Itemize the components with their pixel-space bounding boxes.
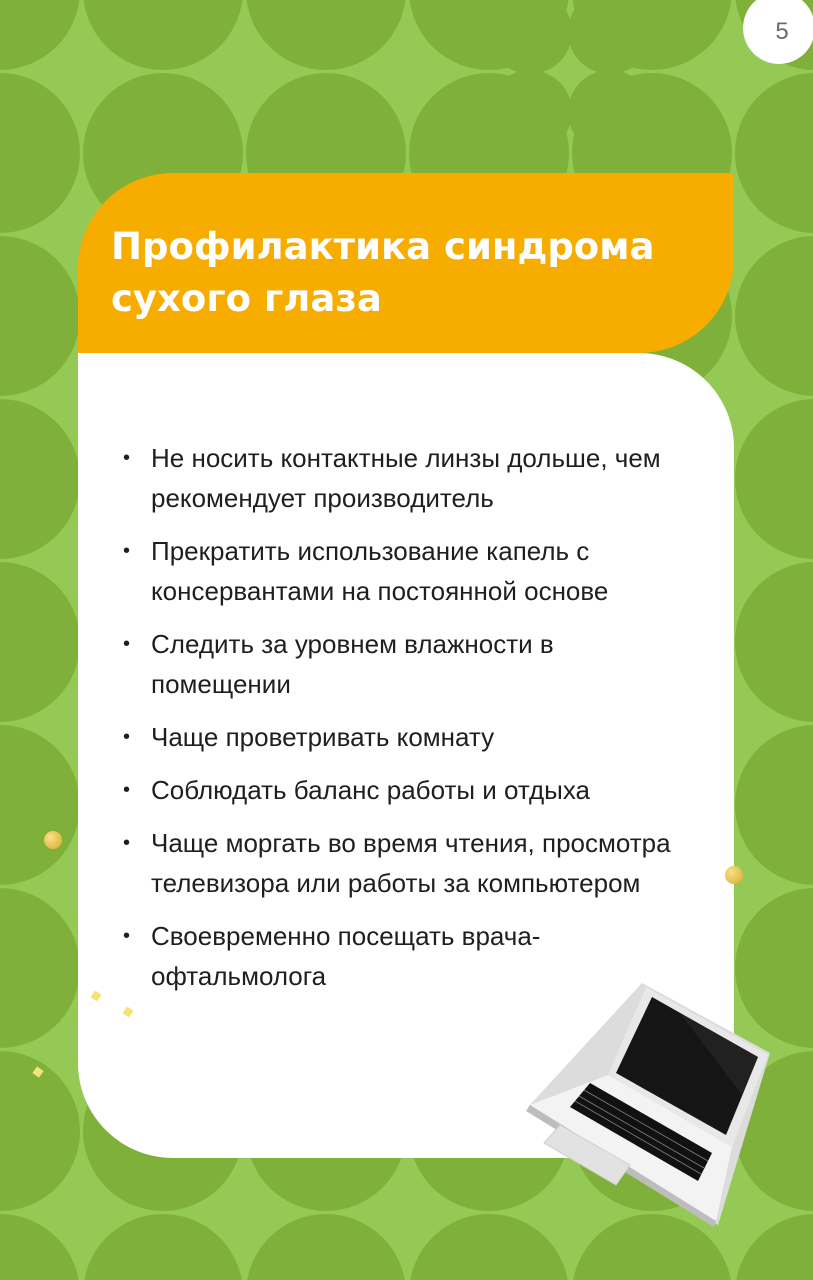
background-circle bbox=[568, 70, 652, 154]
background-circle bbox=[0, 562, 80, 722]
tip-item: • Не носить контактные линзы дольше, чем рекомендует производитель bbox=[123, 438, 694, 518]
tip-item: • Соблюдать баланс работы и отдыха bbox=[123, 770, 694, 810]
background-circle bbox=[488, 70, 572, 154]
gold-dot-decoration bbox=[725, 866, 743, 884]
gold-dot-decoration bbox=[44, 831, 62, 849]
card-header bbox=[78, 173, 734, 353]
background-circle bbox=[0, 236, 80, 396]
tip-item: • Чаще проветривать комнату bbox=[123, 717, 694, 757]
background-circle bbox=[0, 0, 80, 70]
page-title: Профилактика синдрома сухого глаза bbox=[111, 225, 655, 320]
tips-list bbox=[123, 438, 694, 996]
tip-item: • Чаще моргать во время чтения, просмотра телевизора или работы за компьютером bbox=[123, 823, 694, 903]
background-circle bbox=[246, 1214, 406, 1280]
background-circle bbox=[246, 0, 406, 70]
page-number-badge: 5 bbox=[743, 0, 813, 64]
background-circle bbox=[735, 236, 813, 396]
background-circle bbox=[83, 0, 243, 70]
background-circle bbox=[0, 725, 80, 885]
background-circle bbox=[735, 73, 813, 233]
tip-item: • Следить за уровнем влажности в помещении bbox=[123, 624, 694, 704]
laptop-icon bbox=[520, 975, 780, 1230]
tip-item: • Своевременно посещать врача-офтальмолога bbox=[123, 916, 694, 996]
background-circle bbox=[0, 888, 80, 1048]
background-circle bbox=[0, 399, 80, 559]
background-circle bbox=[735, 399, 813, 559]
tip-item: • Прекратить использование капель с консервантами на постоянной основе bbox=[123, 531, 694, 611]
background-circle bbox=[0, 1214, 80, 1280]
background-circle bbox=[735, 725, 813, 885]
background-circle bbox=[83, 1214, 243, 1280]
background-circle bbox=[0, 73, 80, 233]
background-circle bbox=[735, 562, 813, 722]
